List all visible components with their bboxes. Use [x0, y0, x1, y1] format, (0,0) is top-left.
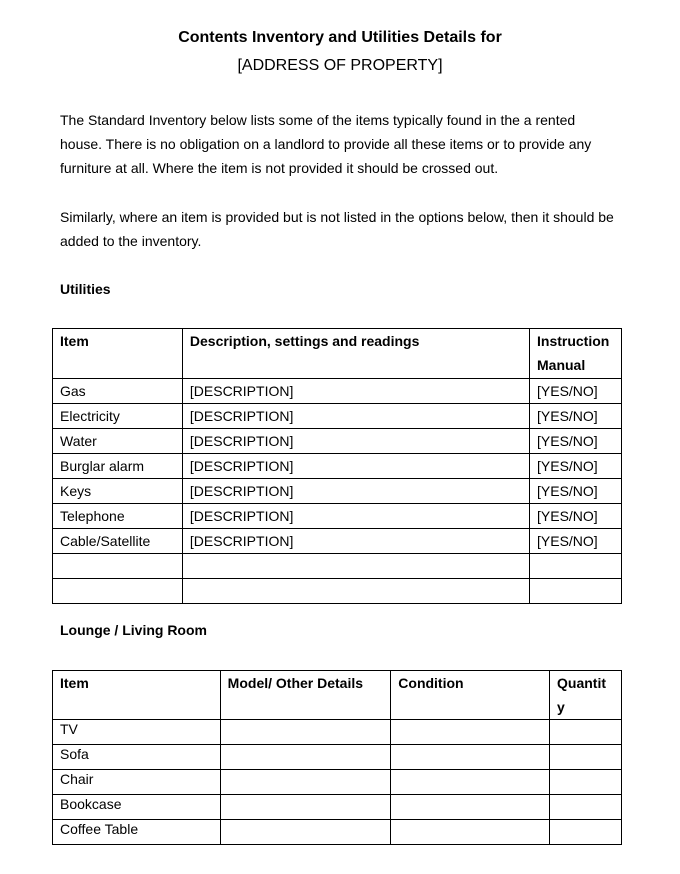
lounge-heading: Lounge / Living Room	[60, 622, 207, 638]
table-header-row	[53, 671, 622, 720]
table-cell: Electricity	[53, 404, 183, 429]
table-cell: Chair	[53, 770, 221, 795]
table-cell	[550, 770, 622, 795]
table-cell	[182, 579, 529, 604]
table-cell	[220, 770, 391, 795]
table-cell: [DESCRIPTION]	[182, 404, 529, 429]
table-cell	[530, 579, 622, 604]
table-row	[53, 429, 622, 454]
table-cell	[182, 554, 529, 579]
table-cell	[550, 745, 622, 770]
table-cell: Bookcase	[53, 795, 221, 820]
table-header-row	[53, 329, 622, 379]
table-cell	[391, 795, 550, 820]
table-cell: Telephone	[53, 504, 183, 529]
table-cell	[391, 770, 550, 795]
table-row	[53, 770, 622, 795]
column-header-quantity: Quantit y	[550, 671, 622, 720]
table-cell	[550, 720, 622, 745]
table-cell	[550, 795, 622, 820]
table-cell: [YES/NO]	[530, 504, 622, 529]
table-row	[53, 795, 622, 820]
table-cell: Sofa	[53, 745, 221, 770]
column-header-item: Item	[53, 329, 183, 379]
column-header-item: Item	[53, 671, 221, 720]
table-row	[53, 529, 622, 554]
table-row	[53, 454, 622, 479]
table-cell	[220, 820, 391, 845]
column-header-condition: Condition	[391, 671, 550, 720]
table-row	[53, 404, 622, 429]
table-cell	[530, 554, 622, 579]
table-cell	[391, 820, 550, 845]
document-title: Contents Inventory and Utilities Details for	[178, 29, 502, 46]
table-row	[53, 504, 622, 529]
table-cell: [YES/NO]	[530, 529, 622, 554]
table-cell: [DESCRIPTION]	[182, 529, 529, 554]
utilities-table	[52, 328, 622, 604]
table-cell: Burglar alarm	[53, 454, 183, 479]
table-cell: Coffee Table	[53, 820, 221, 845]
table-cell: [YES/NO]	[530, 404, 622, 429]
table-row	[53, 554, 622, 579]
table-row	[53, 579, 622, 604]
table-cell: [DESCRIPTION]	[182, 379, 529, 404]
table-cell: Water	[53, 429, 183, 454]
column-header-instruction-manual: Instruction Manual	[530, 329, 622, 379]
table-row	[53, 745, 622, 770]
table-row	[53, 720, 622, 745]
table-cell: [YES/NO]	[530, 454, 622, 479]
instruction-paragraph: Similarly, where an item is provided but is not listed in the options below, then it should be added to the inventory.	[60, 209, 614, 249]
intro-paragraph: The Standard Inventory below lists some of the items typically found in the a rented house. There is no obligation on a landlord to provide all these items or to provide any furniture at all. Where the item is not provided it should be crossed out.	[60, 112, 592, 176]
table-cell: [DESCRIPTION]	[182, 429, 529, 454]
table-cell	[391, 745, 550, 770]
table-cell: [DESCRIPTION]	[182, 454, 529, 479]
table-cell: [YES/NO]	[530, 379, 622, 404]
table-cell	[550, 820, 622, 845]
table-cell: Gas	[53, 379, 183, 404]
table-cell	[53, 579, 183, 604]
column-header-description: Description, settings and readings	[182, 329, 529, 379]
table-cell	[53, 554, 183, 579]
table-row	[53, 820, 622, 845]
table-cell: [YES/NO]	[530, 479, 622, 504]
column-header-model-details: Model/ Other Details	[220, 671, 391, 720]
lounge-table	[52, 670, 622, 845]
table-cell	[220, 745, 391, 770]
table-cell: [YES/NO]	[530, 429, 622, 454]
table-cell: Cable/Satellite	[53, 529, 183, 554]
table-row	[53, 479, 622, 504]
table-cell: [DESCRIPTION]	[182, 479, 529, 504]
table-cell: TV	[53, 720, 221, 745]
table-row	[53, 379, 622, 404]
table-cell: [DESCRIPTION]	[182, 504, 529, 529]
table-cell	[220, 795, 391, 820]
table-cell: Keys	[53, 479, 183, 504]
table-cell	[220, 720, 391, 745]
property-address: [ADDRESS OF PROPERTY]	[237, 57, 443, 74]
utilities-heading: Utilities	[60, 281, 111, 297]
table-cell	[391, 720, 550, 745]
